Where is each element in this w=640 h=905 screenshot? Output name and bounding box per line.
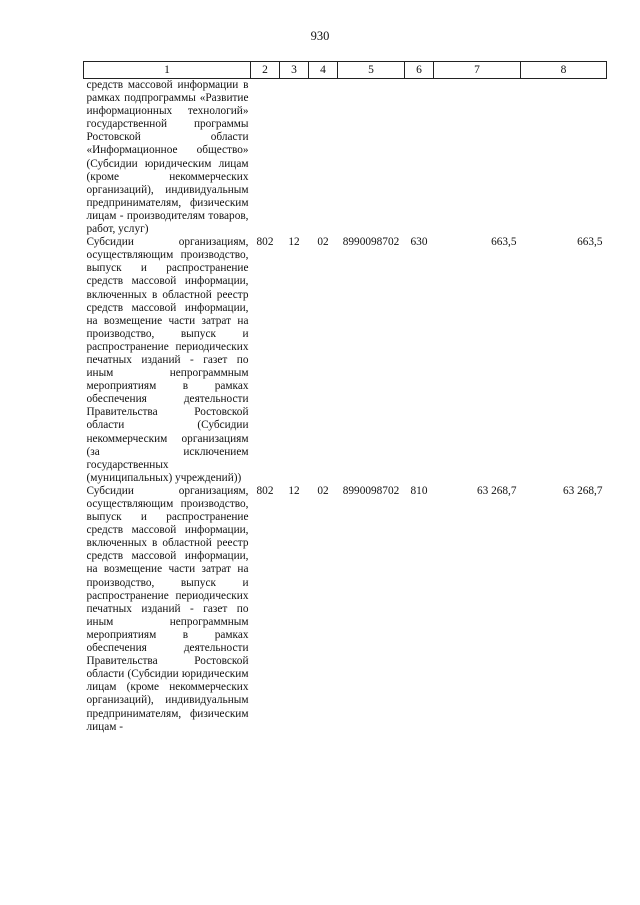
subsection-code: 02	[317, 484, 329, 497]
target-article-code: 8990098702	[342, 236, 400, 249]
page-number: 930	[310, 29, 330, 43]
table-row	[84, 236, 607, 485]
column-number-2: 2	[251, 62, 280, 79]
column-number-8: 8	[521, 62, 607, 79]
target-article-code: 8990098702	[342, 484, 400, 497]
amount-column-8: 63 268,7	[562, 484, 603, 497]
section-code	[280, 79, 309, 237]
column-number-4: 4	[309, 62, 338, 79]
column-number-7: 7	[434, 62, 521, 79]
amount-column-8	[521, 79, 607, 237]
amount-column-8: 663,5	[577, 236, 603, 249]
ministry-code	[251, 79, 280, 237]
table-body	[84, 79, 607, 734]
section-code: 12	[288, 484, 300, 497]
table-row	[84, 79, 607, 237]
table-row	[84, 485, 607, 734]
row-description: Субсидии организациям, осуществляющим производство, выпуск и распространение средств массовой информации, включенных в областной реестр средств массовой информации, на возмещение части затрат на производство, выпуск и распространение периодических печатных изданий - газет по иным непрограммным мероприятиям в рамках обеспечения деятельности Правительства Ростовской области (Субсидии некоммерческим организациям (за исключением государственных (муниципальных) учреждений))	[86, 236, 249, 484]
amount-column-7: 663,5	[491, 236, 517, 249]
column-number-5: 5	[338, 62, 405, 79]
subsection-code	[309, 79, 338, 237]
ministry-code: 802	[256, 236, 274, 249]
row-description: средств массовой информации в рамках подпрограммы «Развитие информационных технологий» государственной программы Ростовской области «Информационное общество» (Субсидии юридическим лицам (кроме некоммерческих организаций), индивидуальным предпринимателям, физическим лицам - производителям товаров, работ, услуг)	[86, 79, 249, 236]
column-number-1: 1	[84, 62, 251, 79]
ministry-code: 802	[256, 484, 274, 497]
budget-table	[83, 61, 607, 734]
row-description: Субсидии организациям, осуществляющим производство, выпуск и распространение средств массовой информации, включенных в областной реестр средств массовой информации, на возмещение части затрат на производство, выпуск и распространение периодических печатных изданий - газет по иным непрограммным мероприятиям в рамках обеспечения деятельности Правительства Ростовской области (Субсидии юридическим лицам (кроме некоммерческих организаций), индивидуальным предпринимателям, физическим лицам -	[86, 484, 249, 733]
subsection-code: 02	[317, 236, 329, 249]
amount-column-7	[434, 79, 521, 237]
expense-type-code: 810	[410, 484, 428, 497]
table-header	[84, 62, 607, 79]
expense-type-code: 630	[410, 236, 428, 249]
target-article-code	[338, 79, 405, 237]
section-code: 12	[288, 236, 300, 249]
amount-column-7: 63 268,7	[476, 484, 517, 497]
expense-type-code	[405, 79, 434, 237]
header-row	[84, 62, 607, 79]
column-number-3: 3	[280, 62, 309, 79]
column-number-6: 6	[405, 62, 434, 79]
